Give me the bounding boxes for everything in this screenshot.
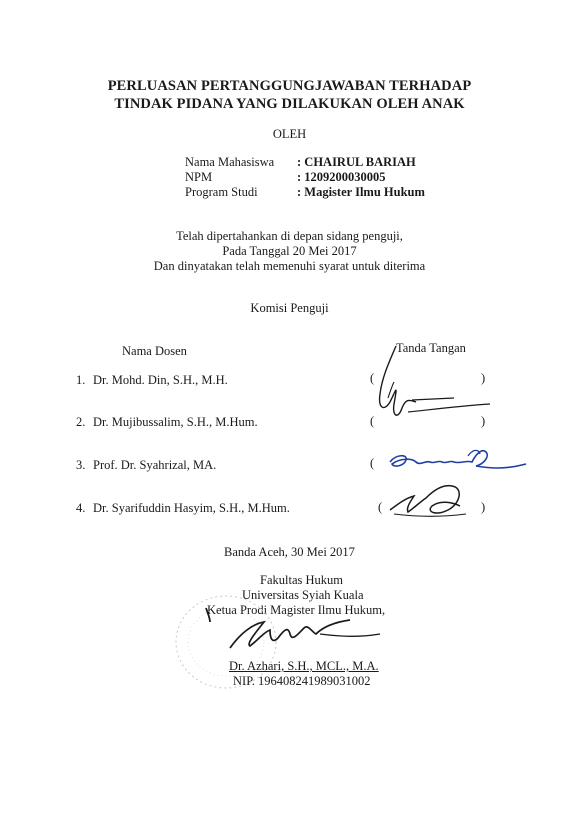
university-name: Universitas Syiah Kuala <box>242 588 364 602</box>
examiner-2-number: 2. <box>76 415 86 429</box>
head-name: Dr. Azhari, S.H., MCL., M.A. <box>229 659 379 673</box>
signature-1-open-paren: ( <box>370 371 375 385</box>
signature-4-image <box>380 478 480 526</box>
signature-4-close-paren: ) <box>481 500 486 514</box>
defense-line-3: Dan dinyatakan telah memenuhi syarat untuk diterima <box>153 259 426 273</box>
signature-3-open-paren: ( <box>370 456 375 470</box>
head-signature-image <box>200 604 390 660</box>
signature-1-image <box>368 342 498 432</box>
student-name-label: Nama Mahasiswa <box>185 155 275 169</box>
student-npm-value: : 1209200030005 <box>297 170 386 184</box>
column-signature-header: Tanda Tangan <box>396 341 466 355</box>
defense-line-1: Telah dipertahankan di depan sidang penguji, <box>176 229 403 243</box>
signature-2-open-paren: ( <box>370 414 375 428</box>
examiner-4-number: 4. <box>76 501 86 515</box>
committee-heading: Komisi Penguji <box>250 301 329 315</box>
oleh-label: OLEH <box>272 127 307 141</box>
examiner-1-name: Dr. Mohd. Din, S.H., M.H. <box>93 373 228 387</box>
signature-1-close-paren: ) <box>481 371 486 385</box>
student-prodi-label: Program Studi <box>185 185 258 199</box>
place-date: Banda Aceh, 30 Mei 2017 <box>224 545 355 559</box>
signature-2-close-paren: ) <box>481 414 486 428</box>
examiner-3-number: 3. <box>76 458 86 472</box>
examiner-1-number: 1. <box>76 373 86 387</box>
examiner-2-name: Dr. Mujibussalim, S.H., M.Hum. <box>93 415 258 429</box>
faculty-name: Fakultas Hukum <box>260 573 343 587</box>
examiner-4-name: Dr. Syarifuddin Hasyim, S.H., M.Hum. <box>93 501 290 515</box>
student-name-value: : CHAIRUL BARIAH <box>297 155 416 169</box>
student-prodi-value: : Magister Ilmu Hukum <box>297 185 425 199</box>
title-line-2: TINDAK PIDANA YANG DILAKUKAN OLEH ANAK <box>114 96 465 112</box>
examiner-3-name: Prof. Dr. Syahrizal, MA. <box>93 458 217 472</box>
column-dosen-header: Nama Dosen <box>122 344 187 358</box>
head-position: Ketua Prodi Magister Ilmu Hukum, <box>207 603 386 617</box>
signature-3-image <box>372 442 532 482</box>
student-npm-label: NPM <box>185 170 213 184</box>
signature-4-open-paren: ( <box>378 500 383 514</box>
defense-line-2: Pada Tanggal 20 Mei 2017 <box>222 244 357 258</box>
head-nip: NIP. 196408241989031002 <box>233 674 371 688</box>
title-line-1: PERLUASAN PERTANGGUNGJAWABAN TERHADAP <box>107 78 472 94</box>
